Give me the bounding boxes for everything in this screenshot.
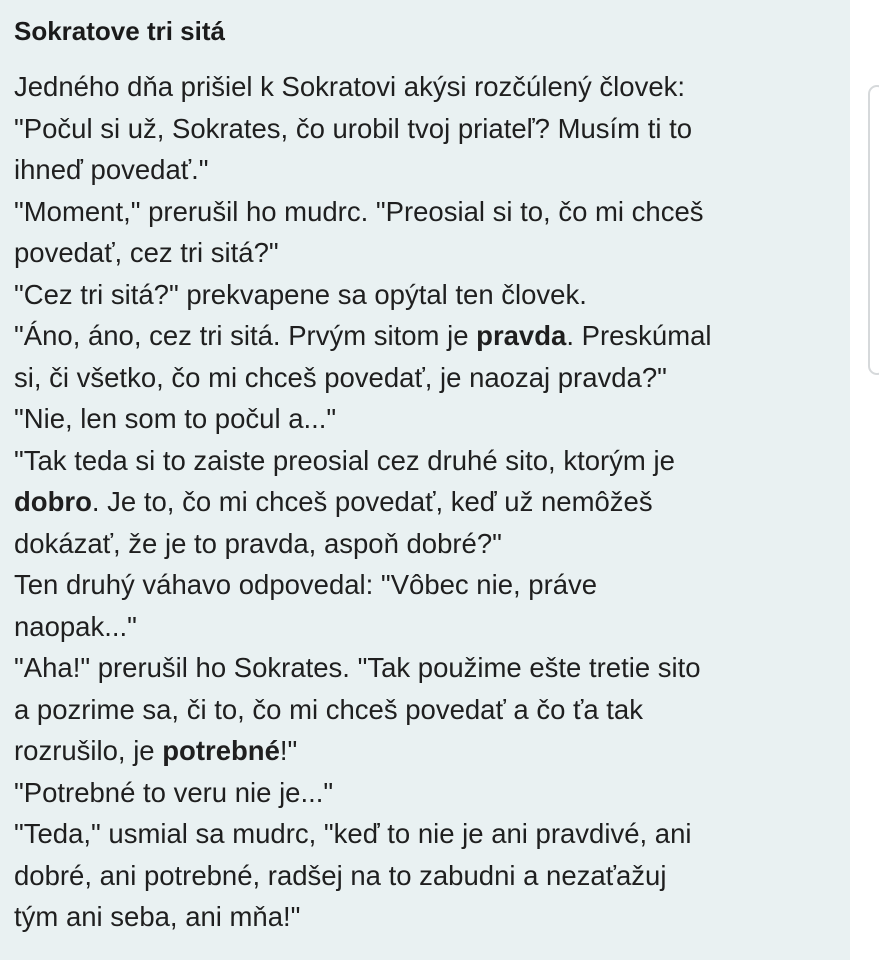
text-segment: !" [279,735,298,766]
body-line [14,481,850,523]
body-line [14,440,850,482]
text-segment: . Preskúmal [566,320,712,351]
text-segment: Jedného dňa prišiel k Sokratovi akýsi rozčúlený človek: [14,71,686,102]
text-segment: "Aha!" prerušil ho Sokrates. "Tak použime ešte tretie sito [14,652,701,683]
body-line [14,689,850,731]
body-line [14,564,850,606]
body-line [14,647,850,689]
body-line [14,772,850,814]
text-segment: "Tak teda si to zaiste preosial cez druhé sito, ktorým je [14,444,675,476]
body-line [14,606,850,648]
text-segment: "Teda," usmial sa mudrc, "keď to nie je ani pravdivé, ani [14,818,692,849]
text-segment: dobré, ani potrebné, radšej na to zabudni a nezaťažuj [14,859,667,891]
text-segment: rozrušilo, je [14,735,163,766]
text-segment: "Moment," prerušil ho mudrc. "Preosial si to, čo mi chceš [14,195,704,227]
scroll-handle[interactable] [868,85,879,375]
text-segment: . Je to, čo mi chceš povedať, keď už nemôžeš [91,486,653,517]
bold-keyword-pravda: pravda [476,320,567,351]
text-segment: povedať, cez tri sitá?" [14,237,279,268]
bold-keyword-dobro: dobro [14,486,92,517]
body-line [14,896,850,938]
text-segment: ihneď povedať." [14,154,209,185]
text-segment: "Cez tri sitá?" prekvapene sa opýtal ten človek. [14,278,587,310]
body-line [14,855,850,897]
text-segment: dokázať, že je to pravda, aspoň dobré?" [14,527,502,559]
body-line [14,232,850,274]
text-segment: Ten druhý váhavo odpovedal: "Vôbec nie, práve [14,569,598,600]
text-segment: "Nie, len som to počul a..." [14,403,337,434]
body-line [14,274,850,316]
body-line [14,730,850,772]
body-line [14,149,850,191]
body-line [14,523,850,565]
body-line [14,108,850,150]
text-segment: naopak..." [14,610,137,642]
body-line [14,191,850,233]
body-line [14,66,850,108]
text-segment: tým ani seba, ani mňa!" [14,901,301,932]
text-segment: "Potrebné to veru nie je..." [14,776,334,808]
bold-keyword-potrebne: potrebné [162,735,280,766]
text-segment: "Počul si už, Sokrates, čo urobil tvoj priateľ? Musím ti to [14,112,693,144]
body-line [14,357,850,399]
text-segment: a pozrime sa, či to, čo mi chceš povedať a čo ťa tak [14,693,643,725]
text-segment: "Áno, áno, cez tri sitá. Prvým sitom je [14,320,477,351]
post-body [14,66,850,938]
text-segment: si, či všetko, čo mi chceš povedať, je naozaj pravda?" [14,361,667,393]
body-line [14,398,850,440]
body-line [14,315,850,357]
body-line [14,813,850,855]
post-title: Sokratove tri sitá [14,16,225,46]
